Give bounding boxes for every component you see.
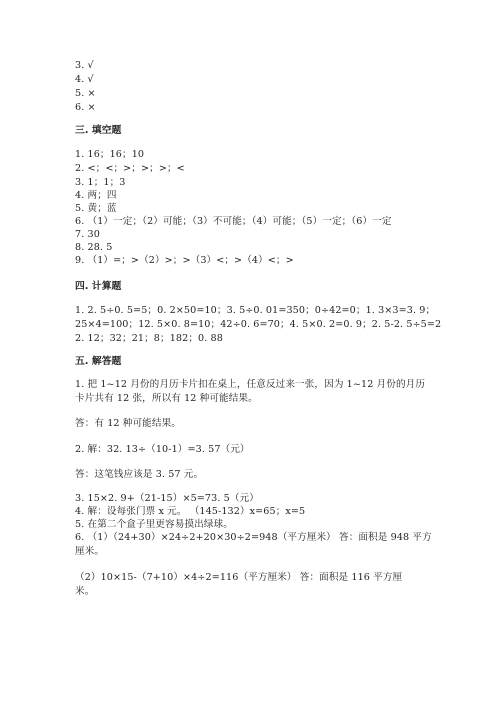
judgment-item-6: 6. × bbox=[75, 102, 96, 113]
solve-q1-answer: 答：有 12 种可能结果。 bbox=[75, 418, 181, 429]
solve-q1-line-1: 1. 把 1~12 月份的月历卡片扣在桌上，任意反过来一张，因为 1~12 月份的月历 bbox=[75, 379, 426, 390]
solve-q6-part2-line-1: （2）10×15-（7+10）×4÷2=116（平方厘米） 答：面积是 116 平方厘 bbox=[75, 572, 403, 583]
fill-in-item-9: 9. （1）=；>（2）>；>（3）<；>（4）<；> bbox=[75, 255, 294, 266]
fill-in-item-3: 3. 1；1；3 bbox=[75, 177, 126, 188]
fill-in-item-8: 8. 28. 5 bbox=[75, 242, 113, 253]
fill-in-item-4: 4. 两；四 bbox=[75, 190, 117, 201]
solve-q4: 4. 解：设每张门票 x 元。 （145-132）x=65；x=5 bbox=[75, 506, 306, 517]
fill-in-item-7: 7. 30 bbox=[75, 229, 100, 240]
calc-line-2: 25×4=100；12. 5×0. 8=10；42÷0. 6=70；4. 5×0. 2=0. 9；2. 5-2. 5÷5=2 bbox=[75, 319, 442, 330]
fill-in-item-1: 1. 16；16；10 bbox=[75, 149, 145, 160]
solve-q5: 5. 在第二个盒子里更容易摸出绿球。 bbox=[75, 519, 233, 530]
section-heading-solve: 五. 解答题 bbox=[75, 356, 122, 367]
solve-q6-part1-line-1: 6. （1）（24+30）×24÷2+20×30÷2=948（平方厘米） 答：面积是 948 平方 bbox=[75, 532, 432, 543]
fill-in-item-5: 5. 黄；蓝 bbox=[75, 203, 117, 214]
calc-line-1: 1. 2. 5÷0. 5=5；0. 2×50=10；3. 5÷0. 01=350；0÷42=0；1. 3×3=3. 9； bbox=[75, 305, 436, 316]
solve-q6-part2-line-2: 米。 bbox=[75, 586, 95, 597]
solve-q3: 3. 15×2. 9+（21-15）×5=73. 5（元） bbox=[75, 493, 259, 504]
solve-q1-line-2: 卡片共有 12 张，所以有 12 种可能结果。 bbox=[75, 393, 258, 404]
judgment-item-4: 4. √ bbox=[75, 74, 94, 85]
judgment-item-5: 5. × bbox=[75, 88, 96, 99]
solve-q2: 2. 解：32. 13÷（10-1）=3. 57（元） bbox=[75, 444, 250, 455]
judgment-item-3: 3. √ bbox=[75, 60, 94, 71]
solve-q6-part1-line-2: 厘米。 bbox=[75, 546, 105, 557]
fill-in-item-2: 2. <；<；>；>；>；< bbox=[75, 163, 185, 174]
solve-q2-answer: 答：这笔钱应该是 3. 57 元。 bbox=[75, 469, 204, 480]
section-heading-calculation: 四. 计算题 bbox=[75, 281, 122, 292]
section-heading-fill-in: 三. 填空题 bbox=[75, 125, 122, 136]
fill-in-item-6: 6. （1）一定；（2）可能；（3）不可能；（4）可能；（5）一定；（6）一定 bbox=[75, 216, 392, 227]
calc-line-3: 2. 12；32；21；8；182；0. 88 bbox=[75, 333, 223, 344]
